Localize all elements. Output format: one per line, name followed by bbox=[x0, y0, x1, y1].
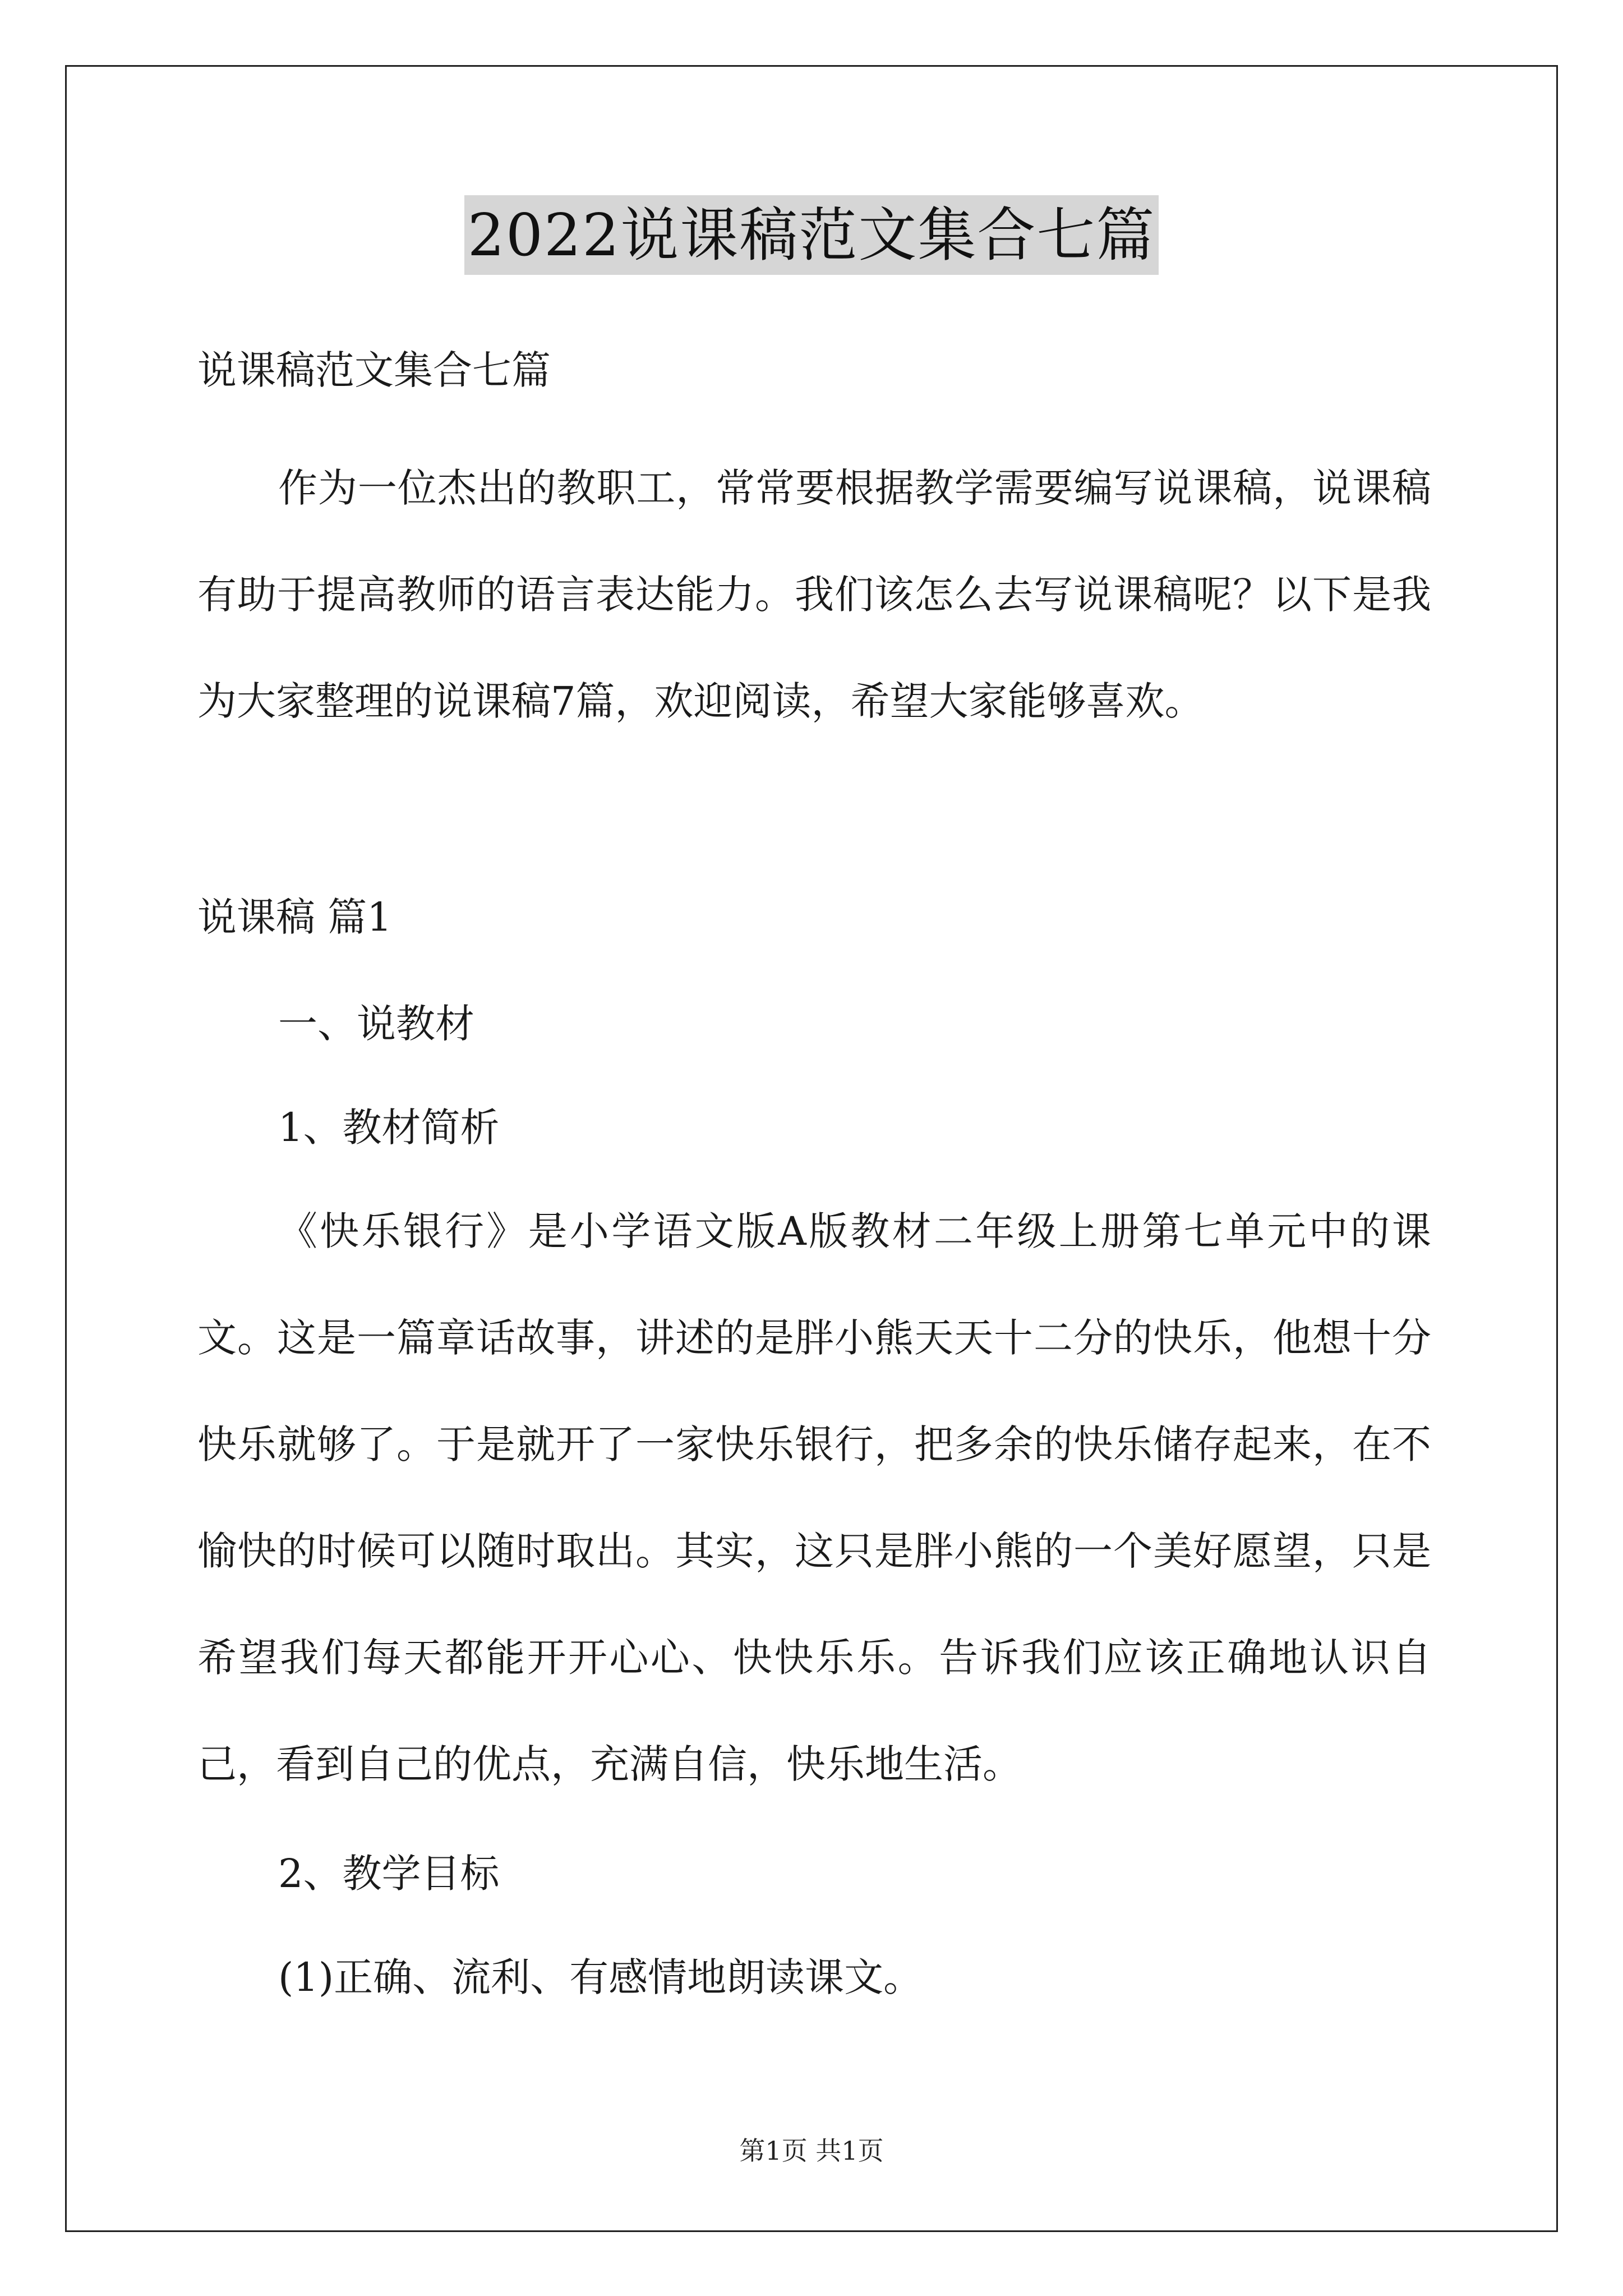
document-title: 2022说课稿范文集合七篇 bbox=[464, 195, 1159, 275]
goal-one: (1)正确、流利、有感情地朗读课文。 bbox=[278, 1954, 923, 2000]
analysis-paragraph: 《快乐银行》是小学语文版A版教材二年级上册第七单元中的课文。这是一篇章话故事，讲述的是胖小熊天天十二分的快乐，他想十分快乐就够了。于是就开了一家快乐银行，把多余的快乐储存起来，在不愉快的时候可以随时取出。其实，这只是胖小熊的一个美好愿望，只是希望我们每天都能开开心心、快快乐乐。告诉我们应该正确地认识自己，看到自己的优点，充满自信，快乐地生活。 bbox=[197, 1208, 1431, 1787]
title-container bbox=[0, 195, 1623, 275]
part-one-heading: 一、说教材 bbox=[278, 1001, 474, 1047]
item-one-heading: 1、教材简析 bbox=[278, 1105, 500, 1151]
section-heading: 说课稿 篇1 bbox=[197, 894, 392, 940]
document-subtitle: 说课稿范文集合七篇 bbox=[197, 347, 551, 393]
intro-paragraph: 作为一位杰出的教职工，常常要根据教学需要编写说课稿，说课稿有助于提高教师的语言表达能力。我们该怎么去写说课稿呢？以下是我为大家整理的说课稿7篇，欢迎阅读，希望大家能够喜欢。 bbox=[197, 465, 1431, 724]
page-footer: 第1页 共1页 bbox=[739, 2136, 884, 2166]
item-two-heading: 2、教学目标 bbox=[278, 1851, 500, 1897]
